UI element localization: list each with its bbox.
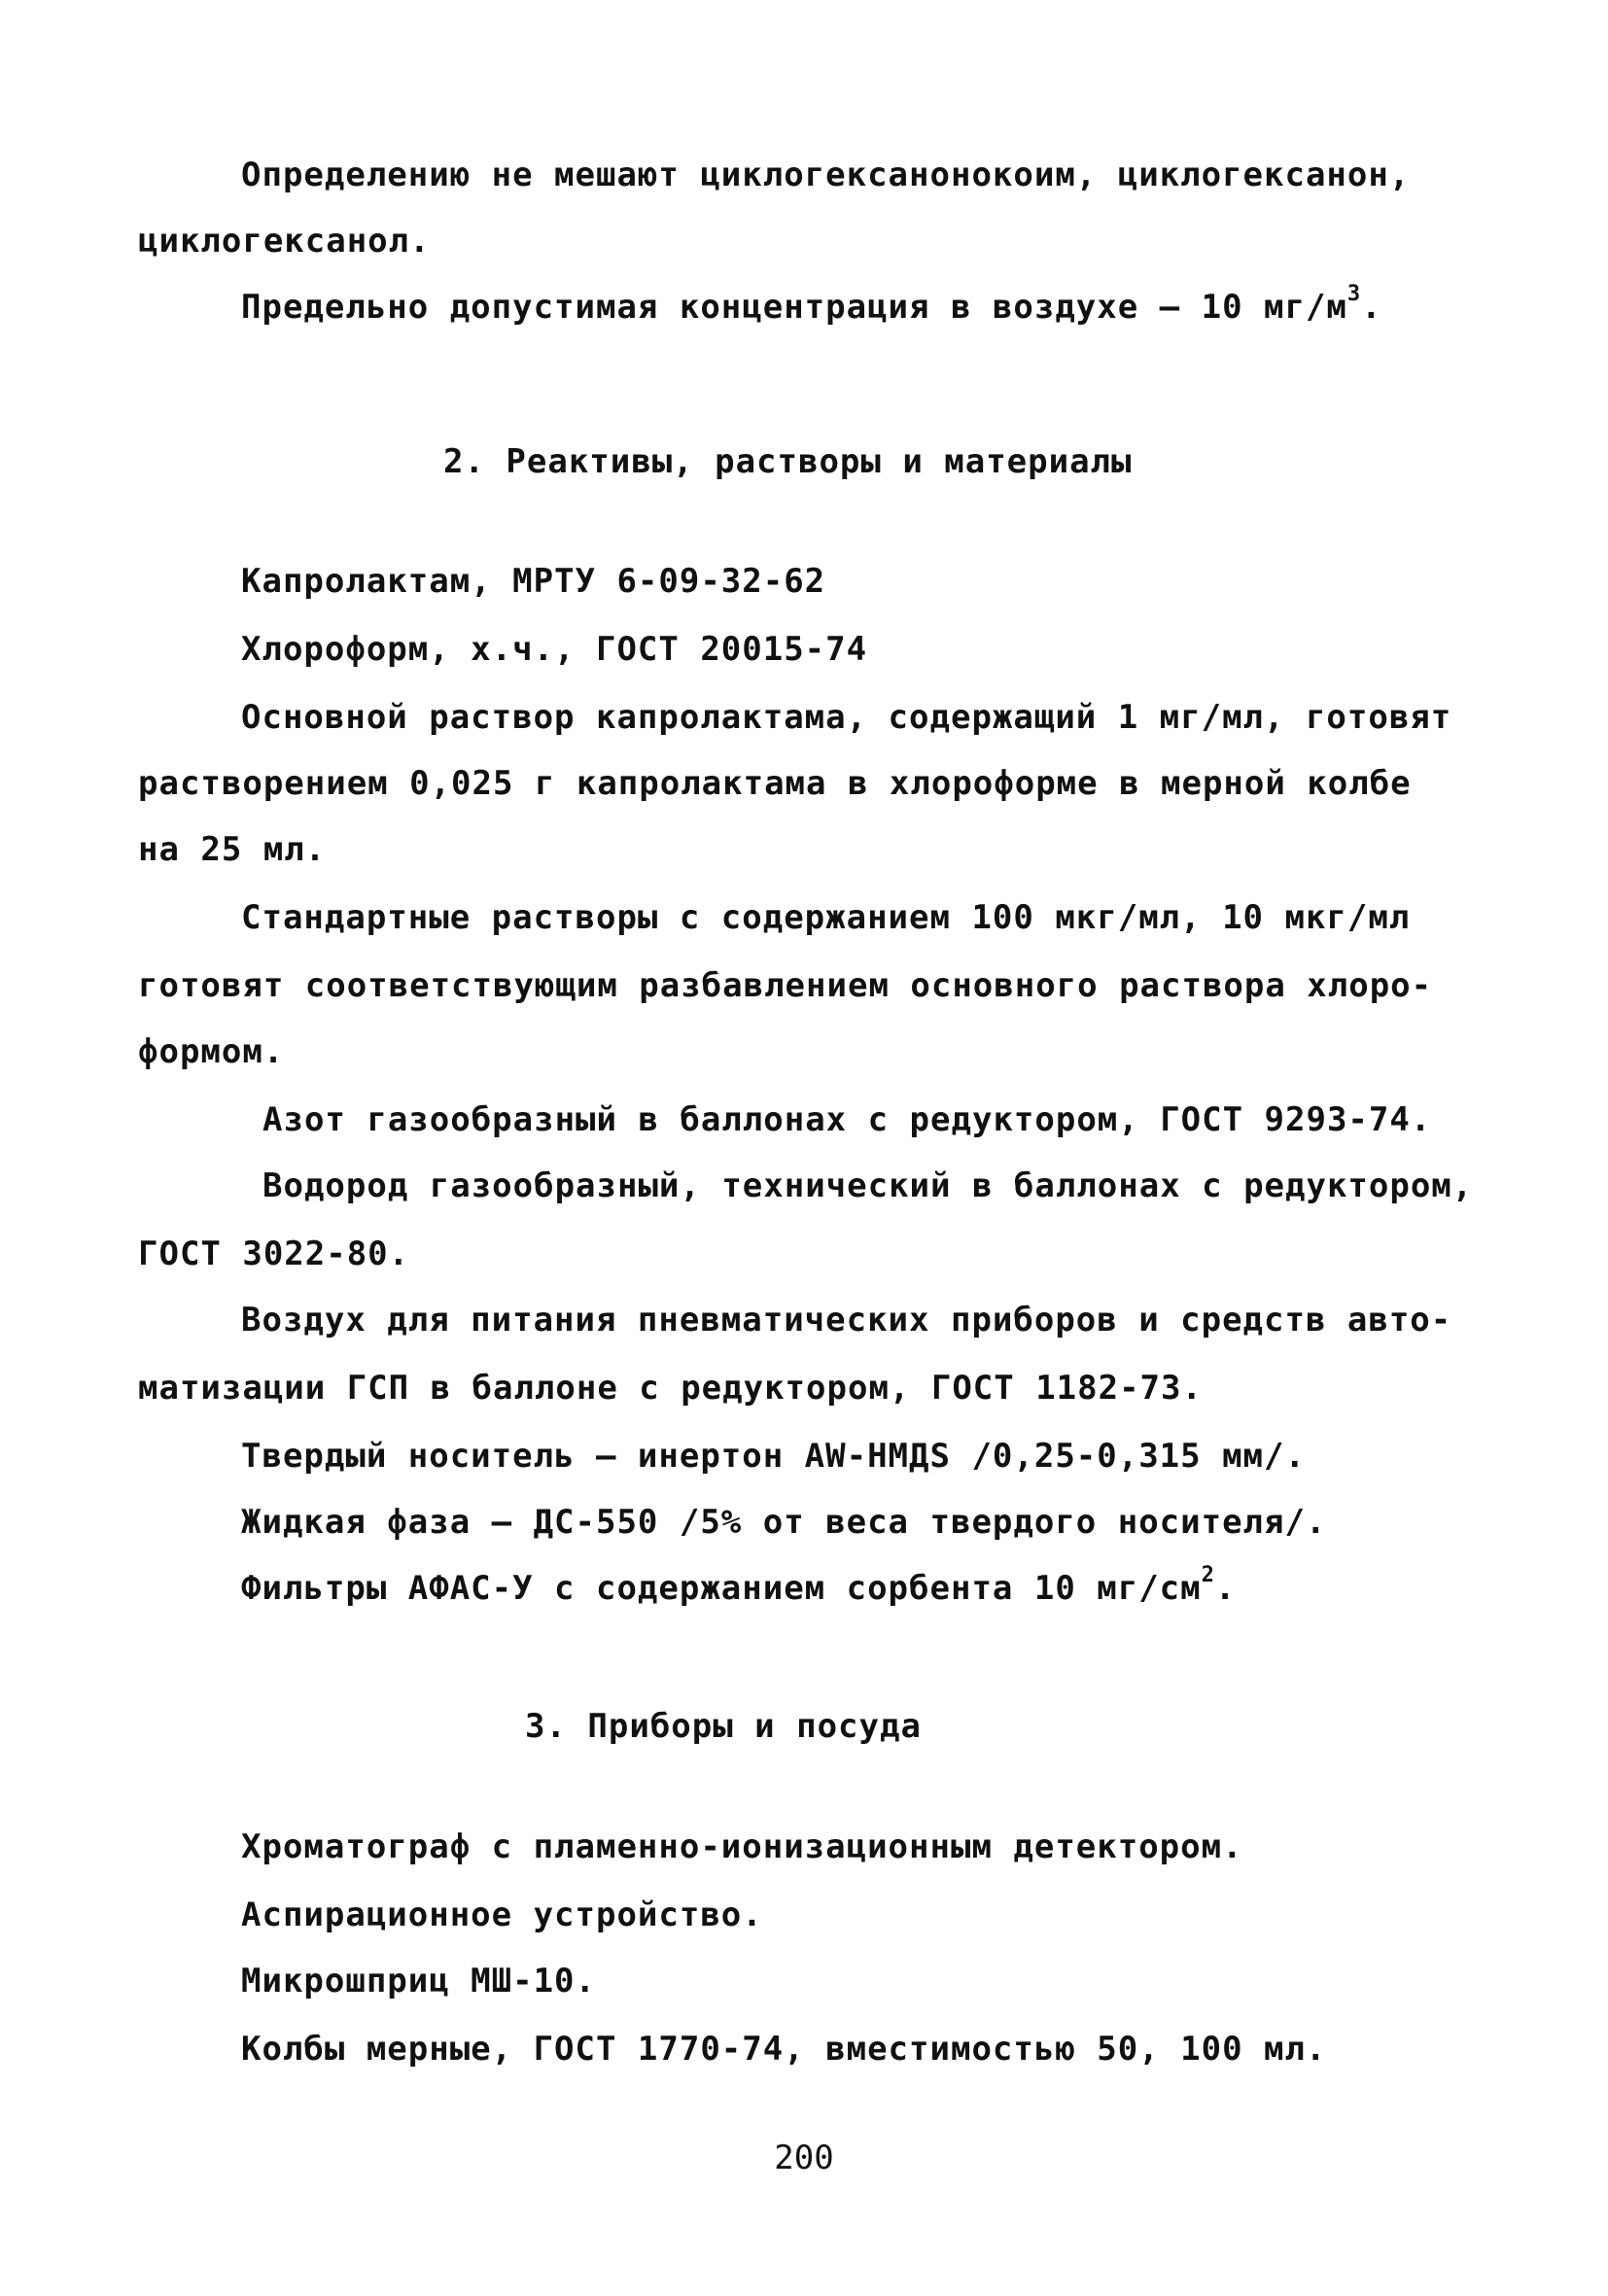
filters-end: . (1214, 1569, 1237, 1608)
section-3-line: Хроматограф с пламенно-ионизационным детектором. (241, 1827, 1243, 1866)
section-2-line: формом. (138, 1032, 285, 1071)
mpc-text: Предельно допустимая концентрация в воздухе – 10 мг/м (241, 288, 1347, 327)
section-3-heading: 3. Приборы и посуда (525, 1707, 922, 1746)
section-2-line: Основной раствор капролактама, содержащий 1 мг/мл, готовят (241, 698, 1452, 737)
section-2-line: на 25 мл. (138, 830, 327, 869)
section-2-line: Стандартные растворы с содержанием 100 мкг/мл, 10 мкг/мл (241, 898, 1411, 937)
page-number: 200 (774, 2139, 834, 2177)
intro-paragraph-line-1: Определению не мешают циклогексанонокоим, циклогексанон, (241, 156, 1411, 194)
section-2-line: готовят соответствующим разбавлением основного раствора хлоро- (138, 966, 1433, 1005)
section-2-line: ГОСТ 3022-80. (138, 1235, 410, 1273)
section-3-line: Аспирационное устройство. (241, 1896, 763, 1934)
filters-superscript: 2 (1201, 1563, 1215, 1587)
section-2-line: Хлороформ, х.ч., ГОСТ 20015-74 (241, 630, 868, 669)
section-2-line: Капролактам, МРТУ 6-09-32-62 (241, 562, 826, 601)
section-2-line: Азот газообразный в баллонах с редуктором, ГОСТ 9293-74. (262, 1100, 1432, 1139)
filters-text: Фильтры АФАС-У с содержанием сорбента 10 мг/см (241, 1569, 1202, 1608)
mpc-superscript: 3 (1346, 282, 1362, 306)
section-2-line: Воздух для питания пневматических приборов и средств авто- (241, 1301, 1452, 1339)
section-3-line: Колбы мерные, ГОСТ 1770-74, вместимостью 50, 100 мл. (241, 2030, 1327, 2069)
section-2-line: Твердый носитель – инертон AW-HMДS /0,25-0,315 мм/. (241, 1437, 1306, 1476)
mpc-line (241, 282, 1382, 327)
section-2-heading: 2. Реактивы, растворы и материалы (443, 442, 1133, 481)
intro-paragraph-line-2: циклогексанол. (138, 222, 431, 261)
mpc-end: . (1361, 288, 1382, 327)
section-3-line: Микрошприц МШ-10. (241, 1962, 596, 2000)
filters-line (241, 1563, 1237, 1608)
section-2-line: растворением 0,025 г капролактама в хлороформе в мерной колбе (138, 764, 1412, 803)
section-2-line: Жидкая фаза – ДС-550 /5% от веса твердого носителя/. (241, 1503, 1327, 1542)
section-2-line: Водород газообразный, технический в баллонах с редуктором, (262, 1166, 1474, 1205)
section-2-line: матизации ГСП в баллоне с редуктором, ГОСТ 1182-73. (138, 1369, 1203, 1408)
